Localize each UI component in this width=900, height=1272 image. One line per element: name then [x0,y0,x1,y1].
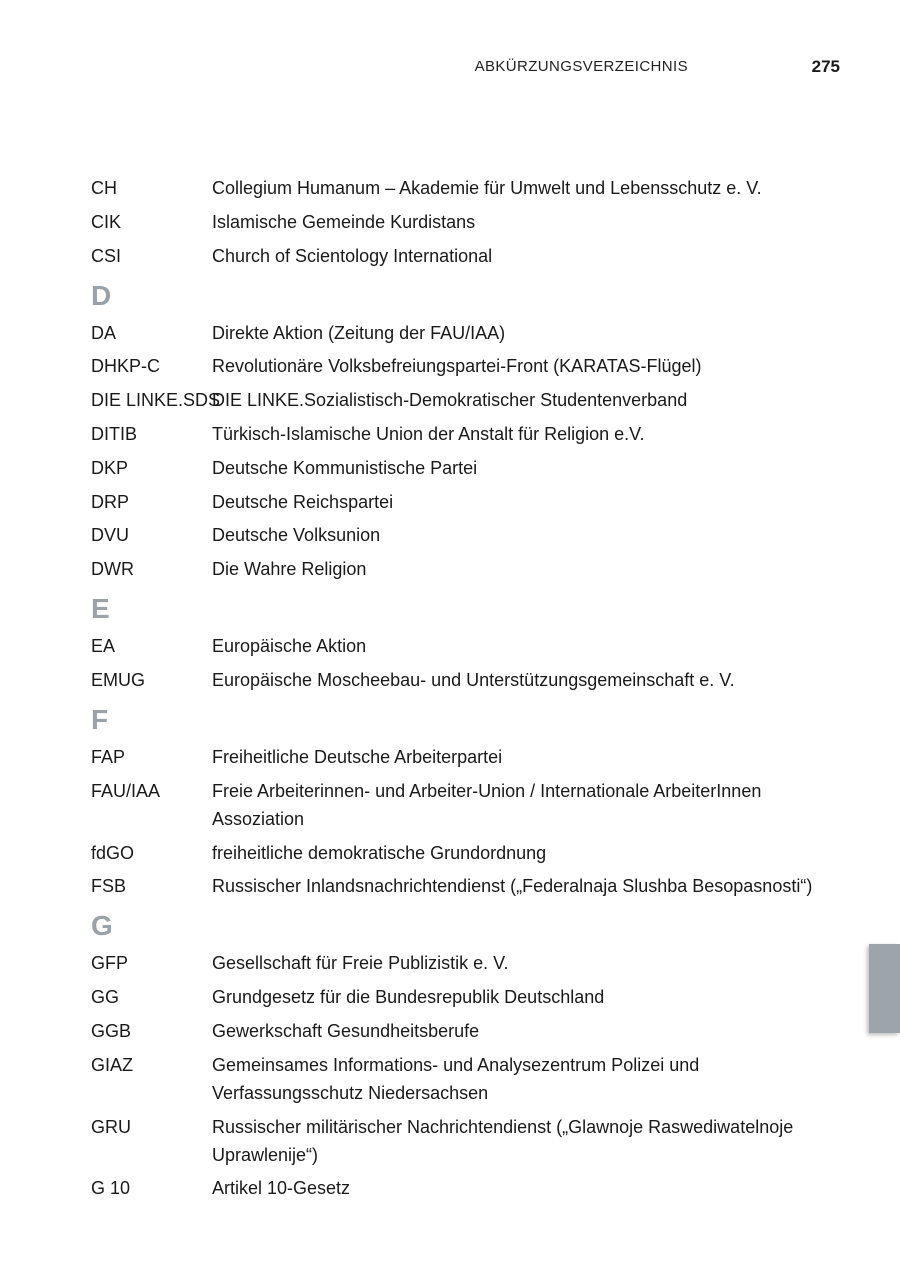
glossary-entry [91,1113,821,1169]
section-letter-f: F [91,703,109,735]
glossary-entry [91,983,821,1011]
entry-abbreviation: CH [91,178,117,198]
entry-abbreviation: GFP [91,953,129,974]
entry-definition: Gemeinsames Informations- und Analysezentrum Polizei und Verfassungsschutz Niedersachsen [212,1054,700,1103]
glossary-entry [91,454,821,482]
entry-definition: Europäische Aktion [212,636,367,657]
glossary-entry [91,949,821,977]
glossary-entry [91,839,821,867]
entry-definition: Gesellschaft für Freie Publizistik e. V. [212,953,509,974]
entry-abbreviation: DVU [91,525,130,546]
glossary-entry [91,1051,821,1107]
section-letter-d: D [91,279,112,311]
entry-abbreviation: FAP [91,746,126,767]
entry-definition: Die Wahre Religion [212,559,367,580]
glossary-entry [91,743,821,771]
glossary-entry [91,386,821,414]
glossary-entry [91,242,821,270]
entry-definition: Deutsche Reichspartei [212,491,394,512]
entry-abbreviation: DITIB [91,423,138,444]
entry-definition: Deutsche Kommunistische Partei [212,457,478,478]
entry-abbreviation: GIAZ [91,1054,134,1075]
entry-definition: Deutsche Volksunion [212,525,381,546]
entry-abbreviation: DA [91,322,117,343]
entry-abbreviation: FAU/IAA [91,780,161,801]
abbreviation-list [91,174,821,1208]
glossary-entry [91,319,821,347]
entry-definition: Gewerkschaft Gesundheitsberufe [212,1020,480,1041]
entry-definition: Artikel 10-Gesetz [212,1178,351,1199]
entry-definition: Direkte Aktion (Zeitung der FAU/IAA) [212,322,506,343]
entry-abbreviation: GRU [91,1116,131,1137]
entry-definition: Revolutionäre Volksbefreiungspartei-Front (KARATAS-Flügel) [212,356,702,377]
entry-abbreviation: GGB [91,1020,132,1041]
entry-definition: Freie Arbeiterinnen- und Arbeiter-Union / Internationale ArbeiterInnen Assoziation [212,780,762,829]
entry-abbreviation: DIE LINKE.SDS [91,390,221,411]
glossary-entry [91,488,821,516]
glossary-entry [91,666,821,694]
entry-abbreviation: DKP [91,457,129,478]
glossary-entry [91,872,821,900]
glossary-entry [91,777,821,833]
entry-abbreviation: EA [91,636,116,657]
glossary-entry [91,1017,821,1045]
section-letter-g: G [91,910,113,942]
entry-definition: Church of Scientology International [212,245,493,266]
glossary-entry [91,632,821,660]
entry-abbreviation: GG [91,987,120,1008]
entry-abbreviation: CIK [91,211,122,232]
glossary-entry [91,1174,821,1202]
chapter-thumb-tab [869,944,900,1033]
entry-abbreviation: CSI [91,245,122,266]
entry-definition: Collegium Humanum – Akademie für Umwelt und Lebensschutz e. V. [212,178,762,198]
entry-definition: Freiheitliche Deutsche Arbeiterpartei [212,746,503,767]
glossary-entry [91,174,821,202]
glossary-entry [91,521,821,549]
entry-abbreviation: G 10 [91,1178,131,1199]
glossary-entry [91,555,821,583]
entry-abbreviation: DWR [91,559,134,580]
section-title: ABKÜRZUNGSVERZEICHNIS [474,58,688,75]
section-letter-e: E [91,593,110,625]
entry-definition: Russischer militärischer Nachrichtendienst („Glawnoje Raswediwatelnoje Uprawlenije“) [212,1116,794,1165]
entry-definition: DIE LINKE.Sozialistisch-Demokratischer Studentenverband [212,390,688,411]
glossary-entry [91,208,821,236]
entry-definition: Islamische Gemeinde Kurdistans [212,211,476,232]
glossary-entry [91,352,821,380]
glossary-entry [91,420,821,448]
entry-abbreviation: DHKP-C [91,356,161,377]
entry-abbreviation: EMUG [91,669,145,690]
entry-definition: Russischer Inlandsnachrichtendienst („Federalnaja Slushba Besopasnosti“) [212,876,813,897]
entry-abbreviation: fdGO [91,842,135,863]
page-number: 275 [811,57,840,76]
entry-definition: Grundgesetz für die Bundesrepublik Deutschland [212,987,605,1008]
running-header [0,58,840,80]
entry-abbreviation: DRP [91,491,130,512]
entry-definition: Türkisch-Islamische Union der Anstalt für Religion e.V. [212,423,645,444]
entry-definition: freiheitliche demokratische Grundordnung [212,842,547,863]
entry-abbreviation: FSB [91,876,127,897]
entry-definition: Europäische Moscheebau- und Unterstützungsgemeinschaft e. V. [212,669,735,690]
